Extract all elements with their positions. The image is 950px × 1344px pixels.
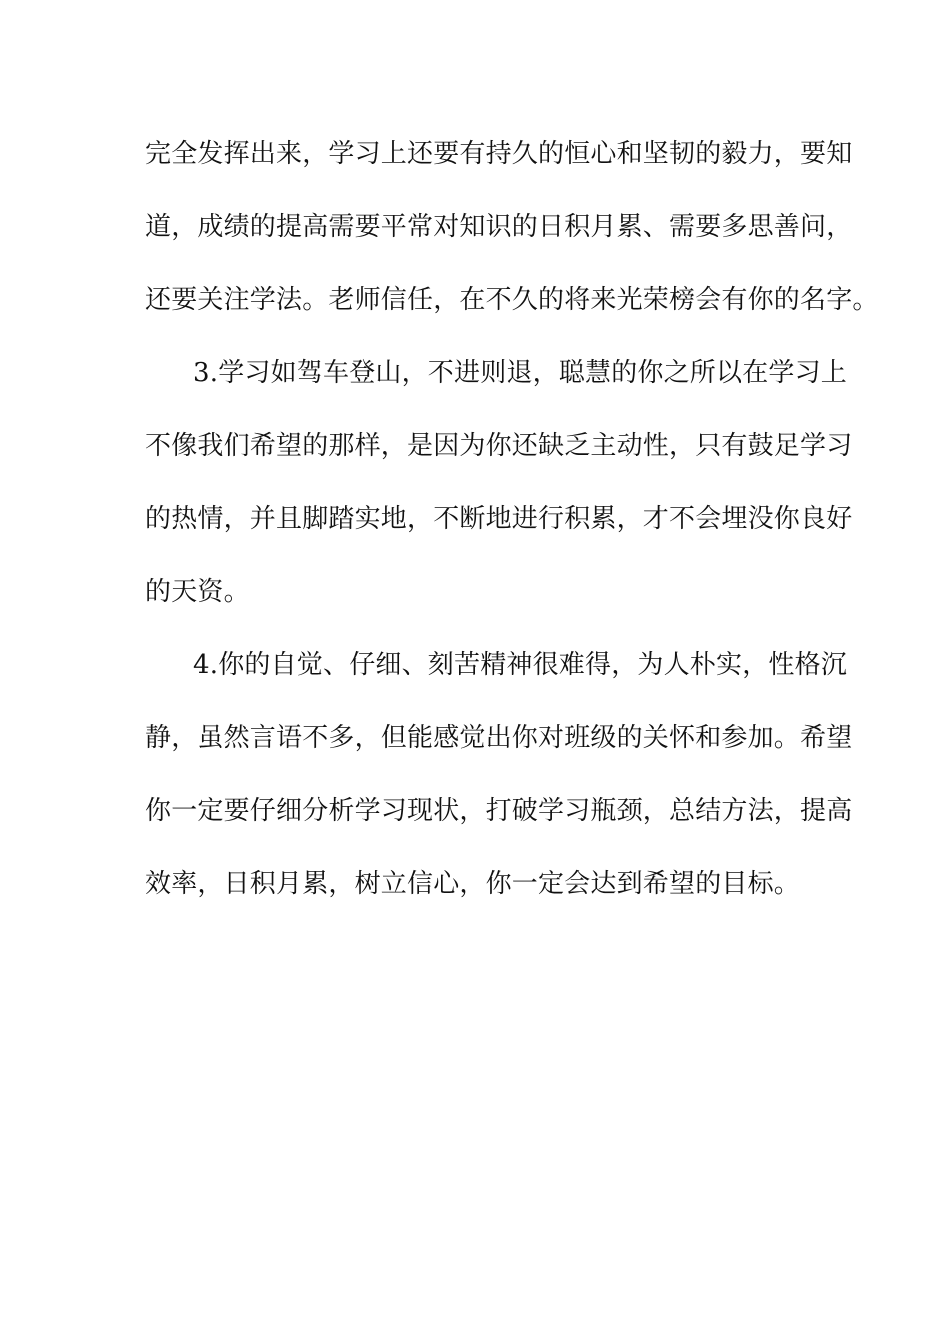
text-line: 不像我们希望的那样，是因为你还缺乏主动性，只有鼓足学习	[145, 431, 853, 461]
paragraph-4-first-line: 4.你的自觉、仔细、刻苦精神很难得，为人朴实，性格沉	[193, 650, 848, 680]
text-line: 道，成绩的提高需要平常对知识的日积月累、需要多思善问，	[145, 212, 853, 242]
text-line: 的热情，并且脚踏实地，不断地进行积累，才不会埋没你良好	[145, 504, 853, 534]
text-line: 的天资。	[145, 577, 250, 607]
text-line: 静，虽然言语不多，但能感觉出你对班级的关怀和参加。希望	[145, 723, 853, 753]
text-line: 效率，日积月累，树立信心，你一定会达到希望的目标。	[145, 869, 801, 899]
text-line: 还要关注学法。老师信任，在不久的将来光荣榜会有你的名字。	[145, 285, 879, 315]
paragraph-3-first-line: 3.学习如驾车登山，不进则退，聪慧的你之所以在学习上	[193, 358, 848, 388]
text-line: 你一定要仔细分析学习现状，打破学习瓶颈，总结方法，提高	[145, 796, 853, 826]
text-line: 完全发挥出来，学习上还要有持久的恒心和坚韧的毅力，要知	[145, 139, 853, 169]
document-body	[145, 128, 879, 931]
